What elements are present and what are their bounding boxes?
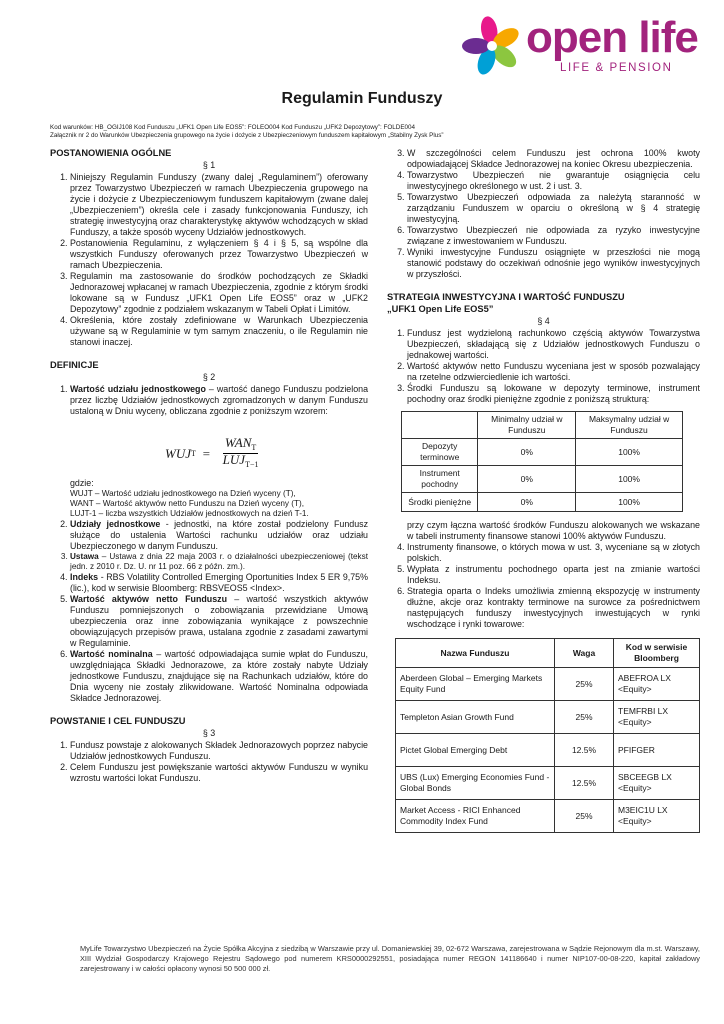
table-header-cell: Kod w serwisie Bloomberg [614, 639, 700, 668]
list-item [70, 384, 368, 519]
definition-term: Indeks [70, 572, 99, 582]
formula-legend-3: LUJT-1 – liczba wszystkich Udziałów jednostkowych na dzień T-1. [70, 509, 309, 518]
section-heading-definitions: DEFINICJE [50, 360, 99, 370]
table-header-cell: Maksymalny udział w Funduszu [576, 412, 683, 439]
list-item: 3. W szczególności celem Funduszu jest ochrona 100% kwoty odpowiadającej Składce Jednorazowej na koniec Okresu ubezpieczenia. [407, 148, 700, 170]
table-row [402, 466, 683, 493]
list-item: 1. Niniejszy Regulamin Funduszy (zwany dalej „Regulaminem”) oferowany przez Towarzystwo Ubezpieczeń w ramach Ubezpieczenia grupowego na życie i dożycie z Ubezpieczeniowym funduszem kapitałowym (zwane dalej „Ubezpieczeniem”) określa cele i zasady funkcjonowania Funduszy, ich strategię inwestycyjną oraz charakterystykę aktywów wchodzących w skład Funduszy, a także sposób wyceny Udziałów jednostkowych. [70, 172, 368, 238]
definition-text: - jednostki, na które został podzielony Fundusz służące do ustalenia Wartości rachunku udziałów oraz udziału Ubezpieczonego w danym Funduszu. [70, 519, 369, 551]
formula-denominator: $LUJ_{T-1}$ [222, 452, 259, 469]
company-footer: MyLife Towarzystwo Ubezpieczeń na Życie Spółka Akcyjna z siedzibą w Warszawie przy ul. Domaniewskiej 39, 02-672 Warszawa, zarejestrowana w Sądzie Rejonowym dla m.st. Warszawy, XIII Wydział Gospodarczy Krajowego Rejestru Sądowego pod numerem KRS0000292551, posiadająca numer REGON 141186640 i numer NIP107-00-08-220, kapitał zakładowy zarejestrowany i w całości opłacony wynosi 50 500 000 zł. [80, 944, 700, 973]
table-cell: Aberdeen Global – Emerging Markets Equity Fund [396, 668, 555, 701]
allocation-table [401, 411, 683, 512]
section-heading-general: POSTANOWIENIA OGÓLNE [50, 148, 172, 158]
definition-text: – Ustawa z dnia 22 maja 2003 r. o działalności ubezpieczeniowej (tekst jedn. z 2010 r. Dz. U. nr 11 poz. 66 z późn. zm.). [70, 552, 368, 571]
definition-term: Udziały jednostkowe [70, 519, 161, 529]
table-row [402, 439, 683, 466]
table-cell: 25% [555, 701, 614, 734]
general-provisions-list [50, 172, 368, 348]
definition-text: – wartość danego Funduszu podzielona przez liczbę Udziałów jednostkowych zgromadzonych w danym Funduszu ustaloną w Dniu wyceny, obliczana zgodnie z poniższym wzorem: [70, 384, 369, 416]
definition-text: - RBS Volatility Controlled Emerging Oportunities Index 5 ER 9,75% (lic.), kod w serwisie Bloomberg: RBSVEOS5 <Index>. [70, 572, 368, 593]
list-item [70, 519, 368, 552]
formula-sub: T [191, 449, 196, 458]
list-item: 3. Regulamin ma zastosowanie do środków pochodzących ze Składki Jednorazowej wpłacanej w ramach Ubezpieczenia, zgodnie z którym środki lokowane są w Fundusz „UFK1 Open Life EOS5” oraz w „UFK2 Depozytowy” zgodnie z podziałem wskazanym w Tabeli Opłat i Limitów. [70, 271, 368, 315]
open-life-logo [456, 12, 716, 80]
codes-line-1: Kod warunków: HB_OGIJ108 Kod Funduszu „UFK1 Open Life EOS5”: FOLEO004 Kod Funduszu „UFK2 Depozytowy”: FOLDE004 [50, 124, 416, 131]
document-title: Regulamin Funduszy [281, 90, 443, 107]
table-cell: TEMFRBI LX <Equity> [614, 701, 700, 734]
list-item: 2. Postanowienia Regulaminu, z wyłączeniem § 4 i § 5, są wspólne dla wszystkich Funduszy oferowanych przez Towarzystwo Ubezpieczeń w ramach Ubezpieczenia. [70, 238, 368, 271]
paragraph-number: § 1 [202, 160, 216, 170]
logo-wordmark: open life [526, 13, 698, 62]
table-cell: 25% [555, 800, 614, 833]
definition-text: – wartość odpowiadająca sumie wpłat do Funduszu, uwzględniająca Składki Jednorazowe, za które zostały nabyte Udziały jednostkowe Funduszu, znajdujące się na Rachunkach udziałów, które do Dnia wyceny nie zostały zlikwidowane. Wartość Nominalna odpowiada Składce Jednorazowej. [70, 649, 369, 703]
logo-subtitle: LIFE & PENSION [560, 62, 673, 74]
table-cell: 12.5% [555, 734, 614, 767]
left-column [50, 148, 368, 784]
definition-term: Wartość udziału jednostkowego [70, 384, 206, 394]
table-cell: 100% [576, 493, 683, 512]
section-heading-fund-purpose: POWSTANIE I CEL FUNDUSZU [50, 716, 186, 726]
table-cell: 0% [478, 466, 576, 493]
list-item: 2. Wartość aktywów netto Funduszu wyceniana jest w sposób pozwalający na rzetelne odzwierciedlenie ich wartości. [407, 361, 700, 383]
list-item: 5. Towarzystwo Ubezpieczeń odpowiada za należytą staranność w zarządzaniu Funduszem w oparciu o określoną w § 4 strategię inwestycyjną. [407, 192, 700, 225]
definition-term: Ustawa [70, 552, 99, 561]
list-item: 7. Wyniki inwestycyjne Funduszu osiągnięte w przeszłości nie mogą stanowić podstawy do oczekiwań odnośnie jego wyników inwestycyjnych w przyszłości. [407, 247, 700, 280]
table-row [396, 668, 700, 701]
list-item: 4. Towarzystwo Ubezpieczeń nie gwarantuje osiągnięcia celu inwestycyjnego określonego w ust. 2 i ust. 3. [407, 170, 700, 192]
table-cell: PFIFGER [614, 734, 700, 767]
formula-lhs: WUJ [165, 446, 191, 461]
codes-line-2: Załącznik nr 2 do Warunków Ubezpieczenia grupowego na życie i dożycie z Ubezpieczeniowym funduszem kapitałowym „Stabilny Zysk Plus” [50, 132, 444, 139]
list-item: 2. Celem Funduszu jest powiększanie wartości aktywów Funduszu w wyniku wzrostu wartości lokat Funduszu. [70, 762, 368, 784]
definition-term: Wartość aktywów netto Funduszu [70, 594, 228, 604]
list-item: 4. Instrumenty finansowe, o których mowa w ust. 3, wyceniane są w złotych polskich. [407, 542, 700, 564]
where-label: gdzie: [70, 478, 94, 488]
table-header-cell: Waga [555, 639, 614, 668]
fund-purpose-list [50, 740, 368, 784]
table-cell: Depozyty terminowe [402, 439, 478, 466]
list-item: 6. Strategia oparta o Indeks umożliwia zmienną ekspozycję w instrumenty dłużne, akcje oraz kontrakty terminowe na surowce za pośrednictwem następujących funduszy inwestycyjnych inwestujących w rynki wschodzące i rynki towarowe: [407, 586, 700, 630]
paragraph-number: § 4 [537, 316, 550, 326]
table-cell: Instrument pochodny [402, 466, 478, 493]
table-cell: SBCEEGB LX <Equity> [614, 767, 700, 800]
table-cell: UBS (Lux) Emerging Economies Fund - Global Bonds [396, 767, 555, 800]
table-cell: 0% [478, 493, 576, 512]
table-row [396, 734, 700, 767]
table-cell: 100% [576, 439, 683, 466]
list-item: 6. Towarzystwo Ubezpieczeń nie odpowiada za ryzyko inwestycyjne związane z inwestowaniem w Funduszu. [407, 225, 700, 247]
formula-legend-1: WUJT – Wartość udziału jednostkowego na Dzień wyceny (T), [70, 489, 296, 498]
table-cell: 100% [576, 466, 683, 493]
list-item [70, 552, 368, 572]
definitions-list [50, 384, 368, 704]
table-row [402, 493, 683, 512]
table-cell: 25% [555, 668, 614, 701]
flower-logo-icon [460, 16, 524, 76]
definition-term: Wartość nominalna [70, 649, 153, 659]
table-cell: ABEFROA LX <Equity> [614, 668, 700, 701]
table-row [396, 701, 700, 734]
formula-fraction [223, 437, 259, 470]
table-header-cell: Nazwa Funduszu [396, 639, 555, 668]
right-column [387, 148, 700, 833]
list-item: 1. Fundusz jest wydzieloną rachunkowo częścią aktywów Towarzystwa Ubezpieczeń, składającą się z Udziałów jednostkowych Funduszu o jednakowej wartości. [407, 328, 700, 361]
fund-purpose-list-continued [387, 148, 700, 280]
formula-numerator: $WAN_T$ [224, 435, 257, 452]
list-item [70, 649, 368, 704]
table-cell: 12.5% [555, 767, 614, 800]
formula-equals: = [201, 446, 211, 461]
table-cell: M3EIC1U LX <Equity> [614, 800, 700, 833]
table-header-row [396, 639, 700, 668]
table-header-cell: Minimalny udział w Funduszu [478, 412, 576, 439]
strategy-list-continued [387, 542, 700, 630]
strategy-list [387, 328, 700, 405]
list-item: 3. Środki Funduszu są lokowane w depozyty terminowe, instrument pochodny oraz środki pieniężne zgodnie z poniższą strukturą: [407, 383, 700, 405]
paragraph-number: § 3 [202, 728, 216, 738]
list-item [70, 572, 368, 594]
table-cell: Pictet Global Emerging Debt [396, 734, 555, 767]
table-cell: 0% [478, 439, 576, 466]
list-item [70, 594, 368, 649]
table-cell: Templeton Asian Growth Fund [396, 701, 555, 734]
formula-legend-2: WANT – Wartość aktywów netto Funduszu na Dzień wyceny (T), [70, 499, 305, 508]
allocation-note: przy czym łączna wartość środków Funduszu alokowanych we wskazane w tabeli instrumenty finansowe stanowi 100% aktywów Funduszu. [407, 520, 700, 541]
table-cell: Market Access - RICI Enhanced Commodity Index Fund [396, 800, 555, 833]
table-header-row [402, 412, 683, 439]
table-cell: Środki pieniężne [402, 493, 478, 512]
section-heading-strategy-fund: „UFK1 Open Life EOS5” [387, 304, 494, 314]
unit-value-formula [165, 437, 368, 470]
paragraph-number: § 2 [202, 372, 216, 382]
list-item: 5. Wypłata z instrumentu pochodnego oparta jest na zmianie wartości Indeksu. [407, 564, 700, 586]
table-header-cell [402, 412, 478, 439]
list-item: 4. Określenia, które zostały zdefiniowane w Warunkach Ubezpieczenia używane są w Regulaminie w tym samym znaczeniu, o ile Regulamin nie stanowi inaczej. [70, 315, 368, 348]
funds-table [395, 638, 700, 833]
table-row [396, 800, 700, 833]
table-row [396, 767, 700, 800]
section-heading-strategy: STRATEGIA INWESTYCYJNA I WARTOŚĆ FUNDUSZU [387, 292, 625, 302]
definition-text: – wartość wszystkich aktywów Funduszu pomniejszonych o zobowiązania przewidziane Umową ubezpieczenia oraz inne zobowiązania wynikające z powszechnie obowiązujących przepisów prawa, ustalana zgodnie z zasadami zawartymi w Regulaminie. [70, 594, 368, 648]
list-item: 1. Fundusz powstaje z alokowanych Składek Jednorazowych poprzez nabycie Udziałów jednostkowych Funduszu. [70, 740, 368, 762]
document-codes [50, 124, 700, 140]
